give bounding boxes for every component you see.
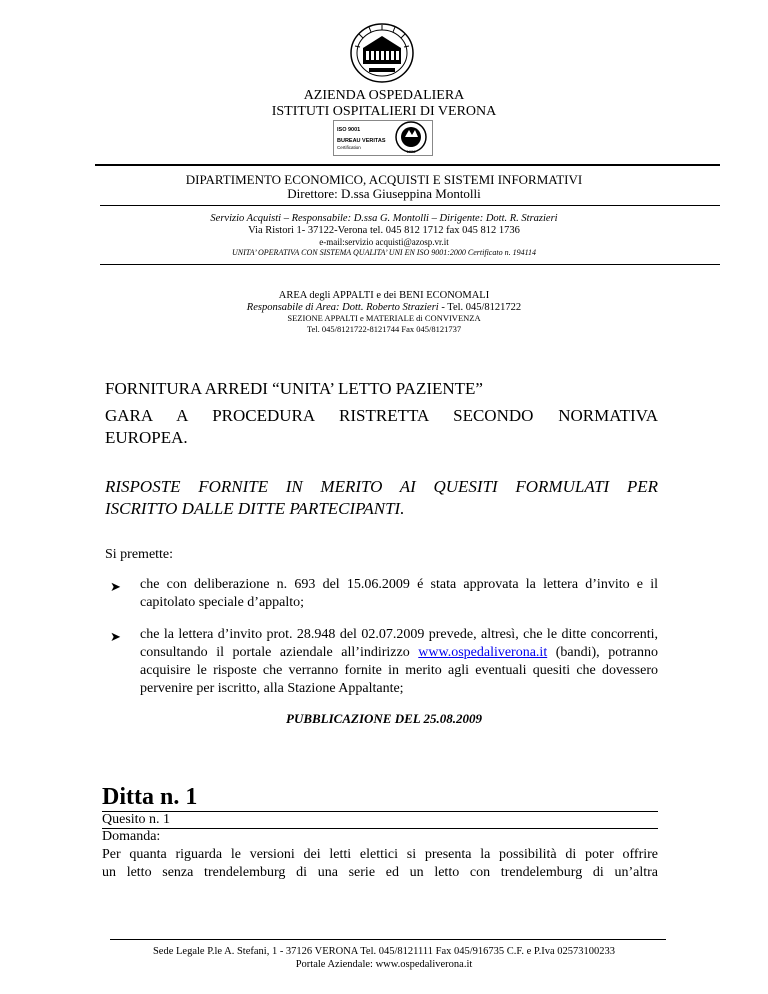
answers-title: RISPOSTE FORNITE IN MERITO AI QUESITI FORMULATI PER ISCRITTO DALLE DITTE PARTECIPANTI. (105, 477, 658, 518)
department-director: Direttore: D.ssa Giuseppina Montolli (287, 186, 481, 201)
area-manager: Responsabile di Area: Dott. Roberto Strazieri - Tel. 045/8121722 (246, 302, 522, 313)
org-name-line1: AZIENDA OSPEDALIERA (303, 88, 465, 103)
premise-item-2: che la lettera d’invito prot. 28.948 del 02.07.2009 prevede, altresì, che le ditte concorrenti, consultando il portale aziendale all’indirizzo www.ospedaliverona.it (bandi), potranno acquisire le risposte che verranno fornite in merito agli eventuali quesiti che dovessero pervenire per iscritto, alla Stazione Appaltante; (140, 627, 658, 696)
service-address: Via Ristori 1- 37122-Verona tel. 045 812 1712 fax 045 812 1736 (248, 225, 520, 236)
divider (102, 828, 658, 829)
footer-legal: Sede Legale P.le A. Stefani, 1 - 37126 VERONA Tel. 045/8121111 Fax 045/916735 C.F. e P.Iva 02573100233 (152, 946, 616, 957)
bullet-arrow-icon: ➤ (110, 629, 121, 644)
bullet-arrow-icon: ➤ (110, 579, 121, 594)
question-number: Quesito n. 1 (102, 812, 171, 827)
footer-divider (110, 939, 666, 940)
procedure-title: GARA A PROCEDURA RISTRETTA SECONDO NORMATIVA EUROPEA. (105, 406, 658, 447)
iso-label: ISO 9001 (337, 127, 361, 133)
question-label: Domanda: (102, 829, 161, 844)
header-divider (95, 164, 720, 166)
hospital-seal-logo (349, 22, 415, 84)
premise-item-1: che con deliberazione n. 693 del 15.06.2009 é stata approvata la lettera d’invito e il capitolato speciale d’appalto; (140, 577, 658, 610)
org-name-line2: ISTITUTI OSPITALIERI DI VERONA (271, 104, 497, 119)
quality-certificate: UNITA’ OPERATIVA CON SISTEMA QUALITA’ UNI EN ISO 9001:2000 Certificato n. 194114 (232, 248, 536, 257)
area-name: AREA degli APPALTI e dei BENI ECONOMALI (278, 290, 490, 301)
document-title: FORNITURA ARREDI “UNITA’ LETTO PAZIENTE” (105, 379, 483, 398)
department-name: DIPARTIMENTO ECONOMICO, ACQUISTI E SISTEMI INFORMATIVI (185, 172, 583, 187)
question-text: Per quanta riguarda le versioni dei letti elettici si presenta la possibilità di poter offrire un letto senza trendelemburg di una serie ed un letto con trendelemburg di un’altra (102, 847, 658, 880)
bv-label: BUREAU VERITAS (337, 138, 386, 144)
service-email: e-mail:servizio acquisti@azosp.vr.it (319, 237, 449, 247)
service-line: Servizio Acquisti – Responsabile: D.ssa G. Montolli – Dirigente: Dott. R. Strazieri (210, 213, 558, 224)
cert-label: Certification (337, 145, 361, 150)
divider (100, 205, 720, 206)
publication-date: PUBBLICAZIONE DEL 25.08.2009 (286, 711, 482, 726)
cert-year: 1828 (406, 149, 416, 154)
area-section: SEZIONE APPALTI e MATERIALE di CONVIVENZA (287, 313, 481, 323)
portal-link[interactable]: www.ospedaliverona.it (418, 645, 548, 660)
footer-portal: Portale Aziendale: www.ospedaliverona.it (295, 959, 473, 970)
iso-certification-logo (333, 120, 433, 156)
premise-intro: Si premette: (105, 547, 174, 562)
area-phone: Tel. 045/8121722-8121744 Fax 045/8121737 (306, 324, 462, 334)
divider (100, 264, 720, 265)
ditta-heading: Ditta n. 1 (102, 784, 198, 810)
divider (102, 811, 658, 812)
